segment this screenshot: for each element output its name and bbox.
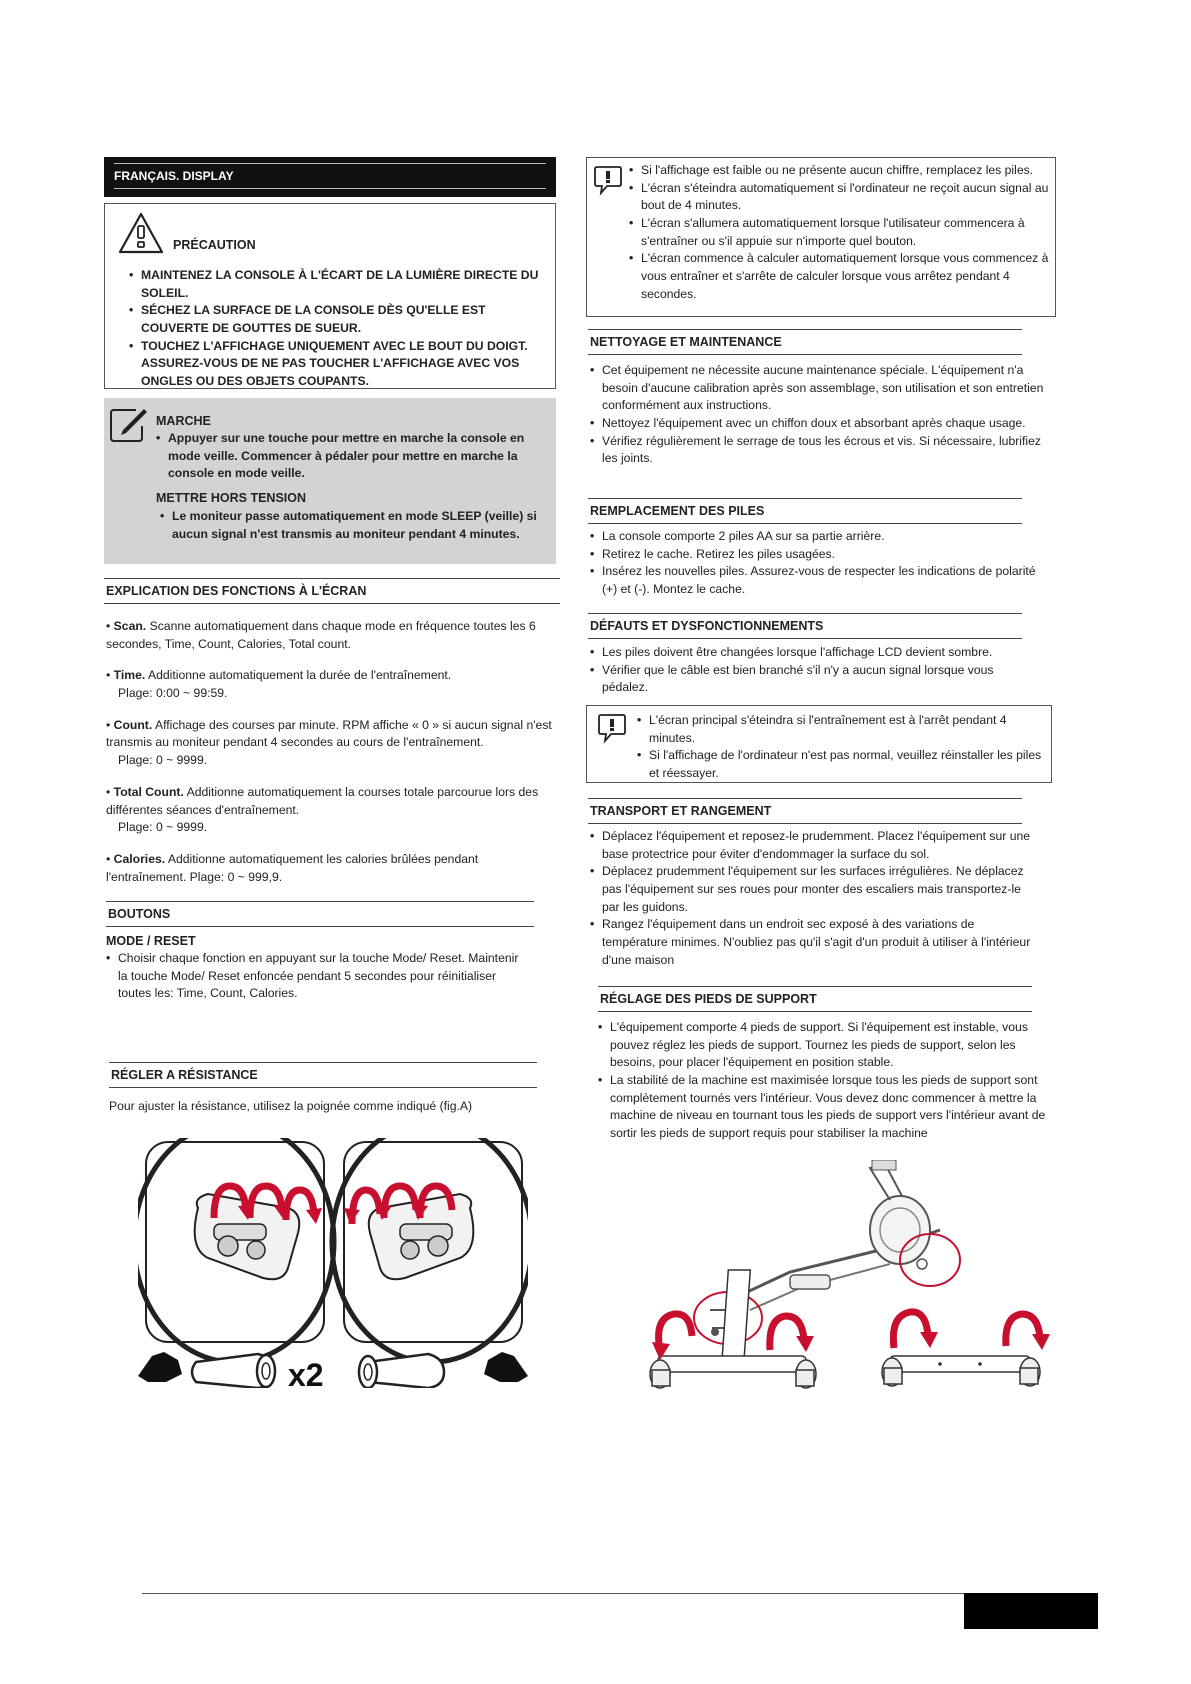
feet-figure bbox=[640, 1160, 1060, 1410]
multiplier-label: x2 bbox=[288, 1357, 324, 1388]
feet-title: RÉGLAGE DES PIEDS DE SUPPORT bbox=[598, 986, 1032, 1012]
resistance-figure bbox=[138, 1138, 528, 1388]
buttons-title: BOUTONS bbox=[106, 901, 534, 927]
function-scan: • Scan. Scanne automatiquement dans chaque mode en fréquence toutes les 6 secondes, Time, Count, Calories, Total count. bbox=[106, 619, 536, 651]
function-desc: Affichage des courses par minute. RPM affiche « 0 » si aucun signal n'est transmis au moniteur pendant 4 secondes au cours de l'entraînement. bbox=[106, 717, 552, 750]
right-knob-icon bbox=[359, 1354, 444, 1388]
faults-item: • Les piles doivent être changées lorsque l'affichage LCD devient sombre. bbox=[590, 644, 1036, 662]
right-hand-icon bbox=[484, 1352, 528, 1382]
batteries-title: REMPLACEMENT DES PILES bbox=[588, 498, 1022, 524]
transport-list bbox=[590, 828, 1036, 970]
transport-item: • Déplacez prudemment l'équipement sur les surfaces irrégulières. Ne déplacez pas l'équipement sur ses roues pour monter des escaliers mais transportez-le par les guidons. bbox=[590, 863, 1036, 916]
right-wheel-illustration bbox=[332, 1138, 528, 1362]
function-desc: Scanne automatiquement dans chaque mode en fréquence toutes les 6 secondes, Time, Count, Calories, Total count. bbox=[106, 619, 536, 651]
power-on-title: MARCHE bbox=[156, 414, 211, 428]
function-desc: Additionne automatiquement les calories brûlées pendant l'entraînement. Plage: 0 ~ 999,9. bbox=[106, 851, 479, 884]
note-icon bbox=[593, 164, 623, 196]
rear-foot-arrows bbox=[893, 1312, 1050, 1350]
faults-note-box bbox=[586, 705, 1052, 783]
mode-reset-text: • Choisir chaque fonction en appuyant sur la touche Mode/ Reset. Maintenir la touche Mode/ Reset enfoncée pendant 5 secondes pour réinitialiser toutes les: Time, Count, Calories. bbox=[106, 950, 530, 1003]
header-rule-top bbox=[114, 163, 546, 164]
faults-note-item: • Si l'affichage de l'ordinateur n'est pas normal, veuillez réinstaller les piles et réessayer. bbox=[637, 747, 1043, 782]
faults-list bbox=[590, 644, 1036, 697]
display-note-item: • Si l'affichage est faible ou ne présente aucun chiffre, remplacez les piles. bbox=[629, 162, 1049, 180]
power-on-text: • Appuyer sur une touche pour mettre en marche la console en mode veille. Commencer à pédaler pour mettre en marche la console en mode veille. bbox=[156, 430, 546, 483]
function-total-count: • Total Count. Additionne automatiquement la courses totale parcourue lors des différentes séances d'entraînement. Plage: 0 ~ 9999. bbox=[106, 784, 556, 837]
faults-note-item: • L'écran principal s'éteindra si l'entraînement est à l'arrêt pendant 4 minutes. bbox=[637, 712, 1043, 747]
functions-title: EXPLICATION DES FONCTIONS À L'ÉCRAN bbox=[104, 578, 560, 604]
display-note-item: • L'écran s'éteindra automatiquement si l'ordinateur ne reçoit aucun signal au bout de 4 minutes. bbox=[629, 180, 1049, 215]
batteries-item: • Retirez le cache. Retirez les piles usagées. bbox=[590, 546, 1036, 564]
power-on-list bbox=[156, 430, 546, 483]
mode-reset-list bbox=[106, 950, 530, 1003]
precaution-item: • TOUCHEZ L'AFFICHAGE UNIQUEMENT AVEC LE BOUT DU DOIGT. ASSUREZ-VOUS DE NE PAS TOUCHER L'AFFICHAGE AVEC VOS ONGLES OU DES OBJETS COUPANTS. bbox=[129, 338, 539, 391]
display-note-box bbox=[586, 157, 1056, 317]
power-off-title: METTRE HORS TENSION bbox=[156, 491, 307, 505]
feet-list bbox=[598, 1019, 1048, 1143]
resistance-text: Pour ajuster la résistance, utilisez la poignée comme indiqué (fig.A) bbox=[109, 1099, 473, 1113]
resistance-title: RÉGLER A RÉSISTANCE bbox=[109, 1062, 537, 1088]
transport-item: • Rangez l'équipement dans un endroit sec exposé à des variations de température minimes. N'oubliez pas qu'il s'agit d'un produit à utiliser à l'intérieur d'une maison bbox=[590, 916, 1036, 969]
footer-rule bbox=[142, 1593, 1014, 1594]
power-box bbox=[104, 398, 556, 564]
function-name: Calories. bbox=[113, 851, 166, 866]
cleaning-list bbox=[590, 362, 1056, 468]
footer-page-tab bbox=[964, 1593, 1098, 1629]
feet-item: • La stabilité de la machine est maximisée lorsque tous les pieds de support sont complètement tournés vers l'intérieur. Vous devez donc commencer à mettre la machine de niveau en tournant tous les pieds de support vers l'intérieur avant de sortir les pieds de support requis pour stabiliser la machine bbox=[598, 1072, 1048, 1143]
display-note-list bbox=[629, 162, 1049, 304]
function-calories: • Calories. Additionne automatiquement les calories brûlées pendant l'entraînement. Plage: 0 ~ 999,9. bbox=[106, 851, 479, 884]
faults-title: DÉFAUTS ET DYSFONCTIONNEMENTS bbox=[588, 613, 1022, 639]
function-name: Time. bbox=[113, 668, 146, 683]
rear-foot-illustration bbox=[882, 1356, 1040, 1386]
function-desc: Additionne automatiquement la courses totale parcourue lors des différentes séances d'entraînement. bbox=[106, 784, 539, 817]
header-title: FRANÇAIS. DISPLAY bbox=[114, 169, 234, 183]
power-off-text: • Le moniteur passe automatiquement en mode SLEEP (veille) si aucun signal n'est transmis au moniteur pendant 4 minutes. bbox=[160, 508, 550, 543]
batteries-item: • La console comporte 2 piles AA sur sa partie arrière. bbox=[590, 528, 1036, 546]
left-hand-icon bbox=[138, 1352, 182, 1382]
faults-note-list bbox=[637, 712, 1043, 783]
function-name: Scan. bbox=[113, 619, 147, 633]
display-note-item: • L'écran s'allumera automatiquement lorsque l'utilisateur commencera à s'entraîner ou s'il appuie sur n'importe quel bouton. bbox=[629, 215, 1049, 250]
precaution-title: PRÉCAUTION bbox=[173, 238, 256, 252]
header-rule-bottom bbox=[114, 188, 546, 189]
note-icon bbox=[597, 712, 627, 744]
transport-item: • Déplacez l'équipement et reposez-le prudemment. Placez l'équipement sur une base protectrice pour éviter d'endommager la surface du sol. bbox=[590, 828, 1036, 863]
cleaning-item: • Vérifiez régulièrement le serrage de tous les écrous et vis. Si nécessaire, lubrifiez les joints. bbox=[590, 433, 1056, 468]
feet-item: • L'équipement comporte 4 pieds de support. Si l'équipement est instable, vous pouvez réglez les pieds de support. Tournez les pieds de support, selon les besoins, pour placer l'équipement en position stable. bbox=[598, 1019, 1048, 1072]
function-count: • Count. Affichage des courses par minute. RPM affiche « 0 » si aucun signal n'est transmis au moniteur pendant 4 secondes au cours de l'entraînement. Plage: 0 ~ 9999. bbox=[106, 717, 556, 770]
faults-item: • Vérifier que le câble est bien branché s'il n'y a aucun signal lorsque vous pédalez. bbox=[590, 662, 1036, 697]
function-desc: Additionne automatiquement la durée de l'entraînement. bbox=[148, 668, 452, 683]
function-name: Total Count. bbox=[113, 784, 184, 799]
mode-reset-title: MODE / RESET bbox=[106, 934, 196, 948]
precaution-box bbox=[104, 203, 556, 389]
precaution-item: • SÉCHEZ LA SURFACE DE LA CONSOLE DÈS QU'ELLE EST COUVERTE DE GOUTTES DE SUEUR. bbox=[129, 302, 539, 337]
pencil-note-icon bbox=[108, 404, 150, 444]
function-name: Count. bbox=[113, 717, 153, 732]
transport-title: TRANSPORT ET RANGEMENT bbox=[588, 798, 1022, 824]
function-range: Plage: 0 ~ 9999. bbox=[118, 820, 208, 835]
cleaning-item: • Cet équipement ne nécessite aucune maintenance spéciale. L'équipement n'a besoin d'aucune calibration après son assemblage, son utilisation et son entretien conformément aux instructions. bbox=[590, 362, 1056, 415]
precaution-item: • MAINTENEZ LA CONSOLE À L'ÉCART DE LA LUMIÈRE DIRECTE DU SOLEIL. bbox=[129, 267, 539, 302]
function-range: Plage: 0:00 ~ 99:59. bbox=[118, 686, 228, 701]
warning-icon bbox=[117, 211, 165, 255]
cleaning-item: • Nettoyez l'équipement avec un chiffon doux et absorbant après chaque usage. bbox=[590, 415, 1056, 433]
cleaning-title: NETTOYAGE ET MAINTENANCE bbox=[588, 329, 1022, 355]
batteries-item: • Insérez les nouvelles piles. Assurez-vous de respecter les indications de polarité (+) et (-). Montez le cache. bbox=[590, 563, 1036, 598]
power-off-list bbox=[160, 508, 550, 543]
precaution-list bbox=[129, 267, 539, 391]
display-note-item: • L'écran commence à calculer automatiquement lorsque vous commencez à vous entraîner et s'arrête de calculer lorsque vous arrêtez pendant 4 secondes. bbox=[629, 250, 1049, 303]
functions-list bbox=[106, 618, 556, 900]
left-wheel-illustration bbox=[138, 1138, 334, 1362]
function-range: Plage: 0 ~ 9999. bbox=[118, 753, 208, 768]
section-header bbox=[104, 157, 556, 197]
function-time: • Time. Additionne automatiquement la durée de l'entraînement. Plage: 0:00 ~ 99:59. bbox=[106, 667, 556, 702]
batteries-list bbox=[590, 528, 1036, 599]
